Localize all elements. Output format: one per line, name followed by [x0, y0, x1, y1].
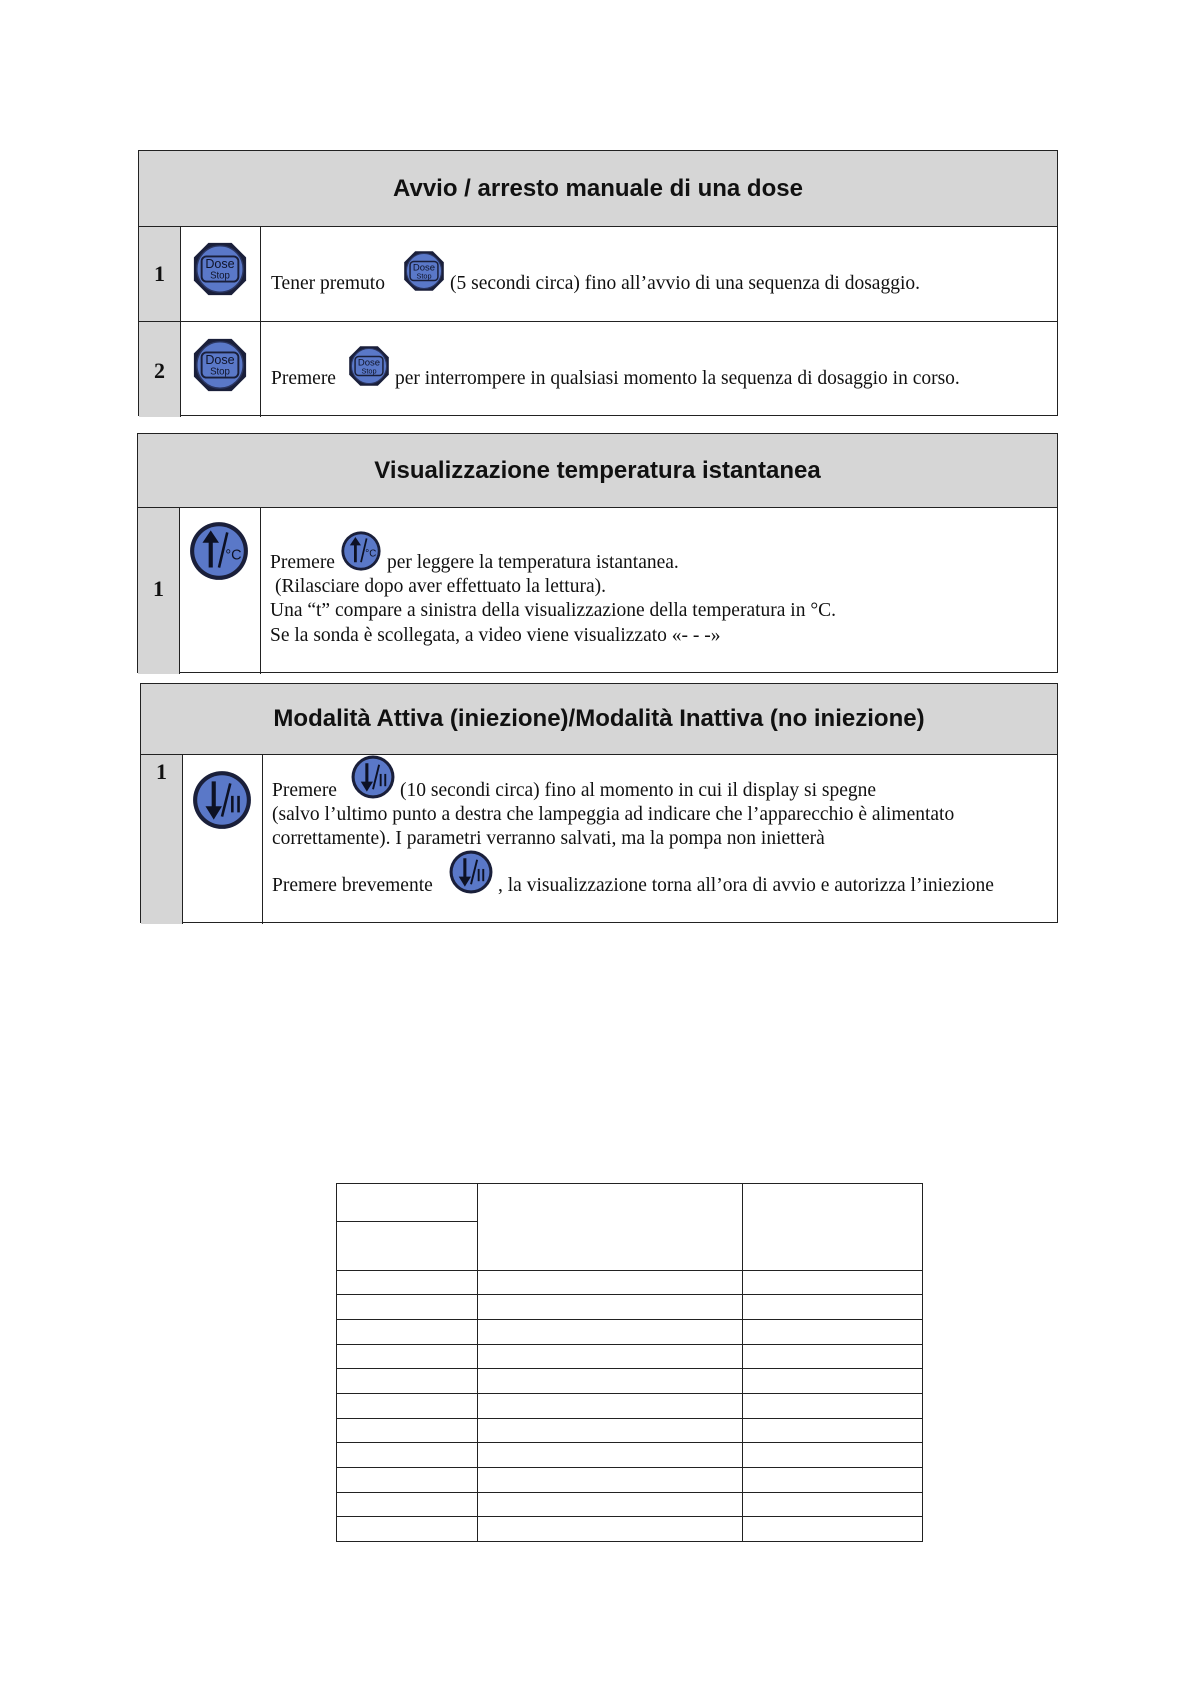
dose-stop-button-icon[interactable]	[191, 240, 249, 298]
table-row	[138, 508, 1057, 674]
table-row	[337, 1294, 922, 1295]
empty-table	[336, 1183, 923, 1542]
icon-cell	[180, 508, 261, 674]
instruction-text	[261, 227, 1057, 321]
instruction-text-rest: , la visualizzazione torna all’ora di avvio e autorizza l’iniezione	[498, 875, 994, 896]
icon-cell	[181, 227, 261, 321]
section-title: Avvio / arresto manuale di una dose	[139, 151, 1057, 227]
row-number: 1	[138, 508, 180, 674]
instruction-text-rest: per leggere la temperatura istantanea.	[387, 552, 679, 573]
instruction-text-lead: Premere	[270, 552, 335, 573]
instruction-text	[261, 508, 1057, 674]
dose-stop-button-icon[interactable]	[191, 336, 249, 394]
instruction-text-lead: Tener premuto	[271, 273, 385, 294]
table-row	[141, 755, 1057, 924]
section-instant-temperature	[137, 433, 1058, 673]
instruction-text-lead: Premere	[272, 780, 337, 801]
row-number: 2	[139, 322, 181, 417]
row-number: 1	[139, 227, 181, 321]
table-divider	[742, 1184, 743, 1541]
table-row	[337, 1319, 922, 1320]
down-pause-button-icon[interactable]	[191, 769, 253, 831]
table-row	[337, 1467, 922, 1468]
section-title: Visualizzazione temperatura istantanea	[138, 434, 1057, 508]
section-title: Modalità Attiva (iniezione)/Modalità Inattiva (no iniezione)	[141, 684, 1057, 755]
instruction-text-lead: Premere	[271, 368, 336, 389]
instruction-text-line: correttamente). I parametri verranno salvati, ma la pompa non inietterà	[272, 828, 825, 849]
instruction-text-line: Una “t” compare a sinistra della visualizzazione della temperatura in °C.	[270, 600, 837, 621]
instruction-text-line: (Rilasciare dopo aver effettuato la lettura).	[275, 576, 606, 597]
up-temperature-button-icon[interactable]	[188, 520, 250, 582]
section-manual-dose	[138, 150, 1058, 416]
table-row	[337, 1442, 922, 1443]
table-divider	[477, 1184, 478, 1541]
row-number: 1	[141, 755, 183, 924]
table-row	[337, 1368, 922, 1369]
table-row	[337, 1418, 922, 1419]
instruction-text-line: Se la sonda è scollegata, a video viene visualizzato «- - -»	[270, 625, 721, 646]
table-row	[337, 1344, 922, 1345]
instruction-text	[263, 755, 1057, 924]
icon-cell	[181, 322, 261, 417]
table-row	[337, 1393, 922, 1394]
instruction-text	[261, 322, 1057, 417]
icon-cell	[183, 755, 263, 924]
instruction-text-lead: Premere brevemente	[272, 875, 433, 896]
up-temperature-button-icon[interactable]	[340, 530, 382, 572]
section-active-inactive-mode	[140, 683, 1058, 923]
table-row	[337, 1492, 922, 1493]
table-row	[139, 227, 1057, 321]
dose-stop-button-icon[interactable]	[347, 344, 391, 388]
instruction-text-rest: (10 secondi circa) fino al momento in cui il display si spegne	[400, 780, 877, 801]
table-row	[337, 1270, 922, 1271]
table-divider	[337, 1221, 477, 1222]
instruction-text-line: (salvo l’ultimo punto a destra che lampeggia ad indicare che l’apparecchio è alimentato	[272, 804, 955, 825]
table-row	[139, 321, 1057, 417]
dose-stop-button-icon[interactable]	[402, 249, 446, 293]
instruction-text-rest: (5 secondi circa) fino all’avvio di una sequenza di dosaggio.	[450, 273, 921, 294]
table-row	[337, 1516, 922, 1517]
down-pause-button-icon[interactable]	[350, 754, 396, 800]
instruction-text-rest: per interrompere in qualsiasi momento la sequenza di dosaggio in corso.	[395, 368, 960, 389]
down-pause-button-icon[interactable]	[448, 849, 494, 895]
